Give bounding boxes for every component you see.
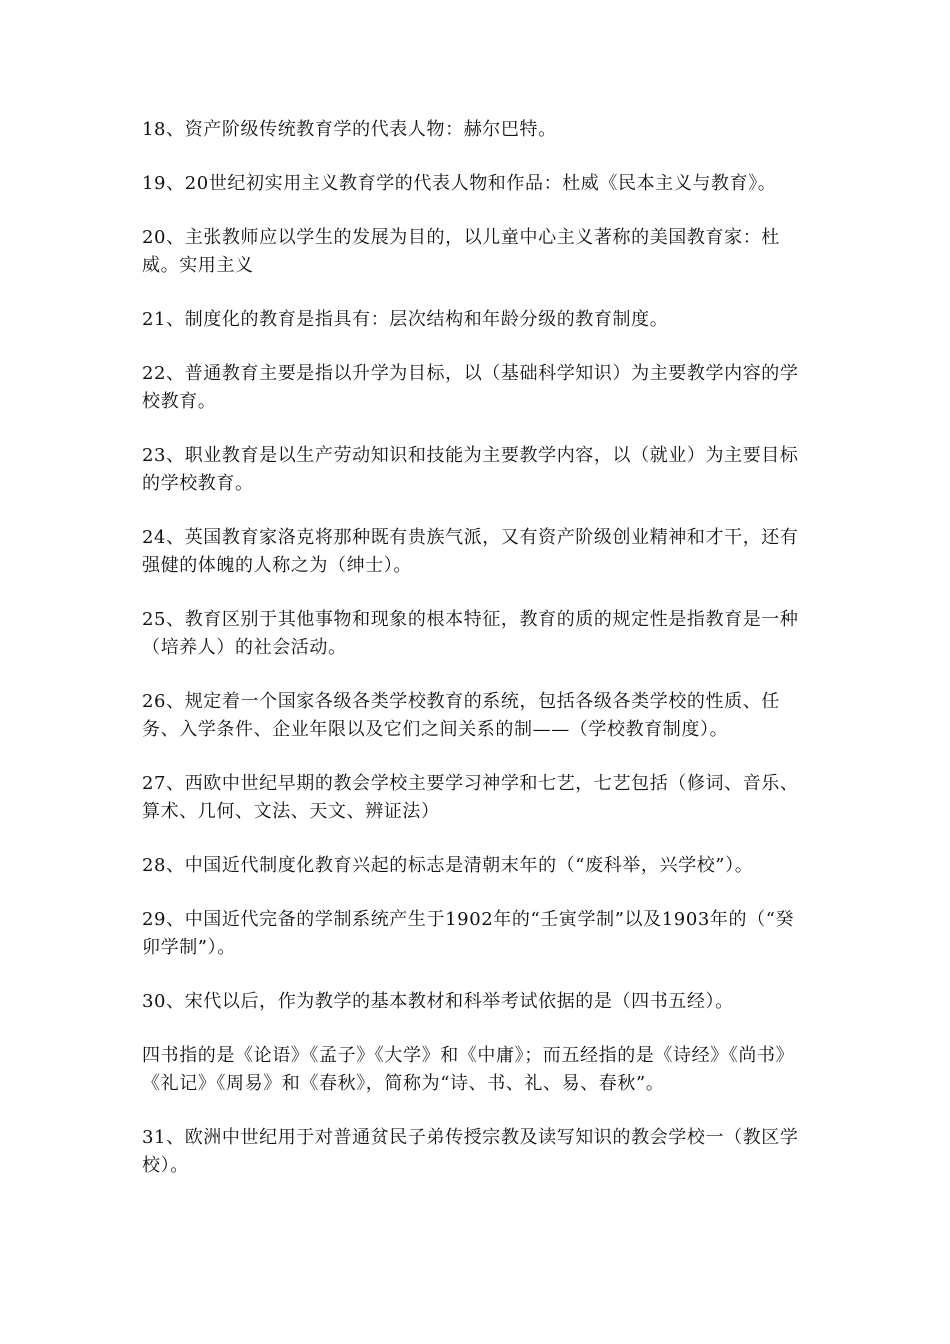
paragraph-24: 24、英国教育家洛克将那种既有贵族气派，又有资产阶级创业精神和才干，还有强健的体魄的人称之为（绅士）。 (142, 527, 799, 576)
paragraph-28: 28、中国近代制度化教育兴起的标志是清朝末年的（“废科举，兴学校”）。 (142, 855, 754, 876)
paragraph-29: 29、中国近代完备的学制系统产生于1902年的“壬寅学制”以及1903年的（“癸卯学制”）。 (142, 909, 795, 958)
paragraph-23: 23、职业教育是以生产劳动知识和技能为主要教学内容，以（就业）为主要目标的学校教育。 (142, 445, 799, 494)
paragraph-25: 25、教育区别于其他事物和现象的根本特征，教育的质的规定性是指教育是一种（培养人）的社会活动。 (142, 609, 799, 658)
paragraph-30: 30、宋代以后，作为教学的基本教材和科举考试依据的是（四书五经）。 (142, 991, 734, 1012)
paragraph-sishu-wujing: 四书指的是《论语》《孟子》《大学》和《中庸》；而五经指的是《诗经》《尚书》《礼记》《周易》和《春秋》，简称为“诗、书、礼、易、春秋”。 (142, 1045, 795, 1094)
paragraph-20: 20、主张教师应以学生的发展为目的，以儿童中心主义著称的美国教育家：杜威。实用主义 (142, 227, 780, 276)
paragraph-19: 19、20世纪初实用主义教育学的代表人物和作品：杜威《民本主义与教育》。 (142, 173, 777, 194)
document-body (142, 116, 812, 1206)
paragraph-31: 31、欧洲中世纪用于对普通贫民子弟传授宗教及读写知识的教会学校一（教区学校）。 (142, 1127, 799, 1176)
paragraph-22: 22、普通教育主要是指以升学为目标，以（基础科学知识）为主要教学内容的学校教育。 (142, 363, 799, 412)
paragraph-21: 21、制度化的教育是指具有：层次结构和年龄分级的教育制度。 (142, 309, 669, 330)
paragraph-18: 18、资产阶级传统教育学的代表人物：赫尔巴特。 (142, 119, 557, 140)
paragraph-26: 26、规定着一个国家各级各类学校教育的系统，包括各级各类学校的性质、任务、入学条件、企业年限以及它们之间关系的制——（学校教育制度）。 (142, 691, 780, 740)
paragraph-27: 27、西欧中世纪早期的教会学校主要学习神学和七艺，七艺包括（修词、音乐、算术、几何、文法、天文、辨证法） (142, 773, 799, 822)
